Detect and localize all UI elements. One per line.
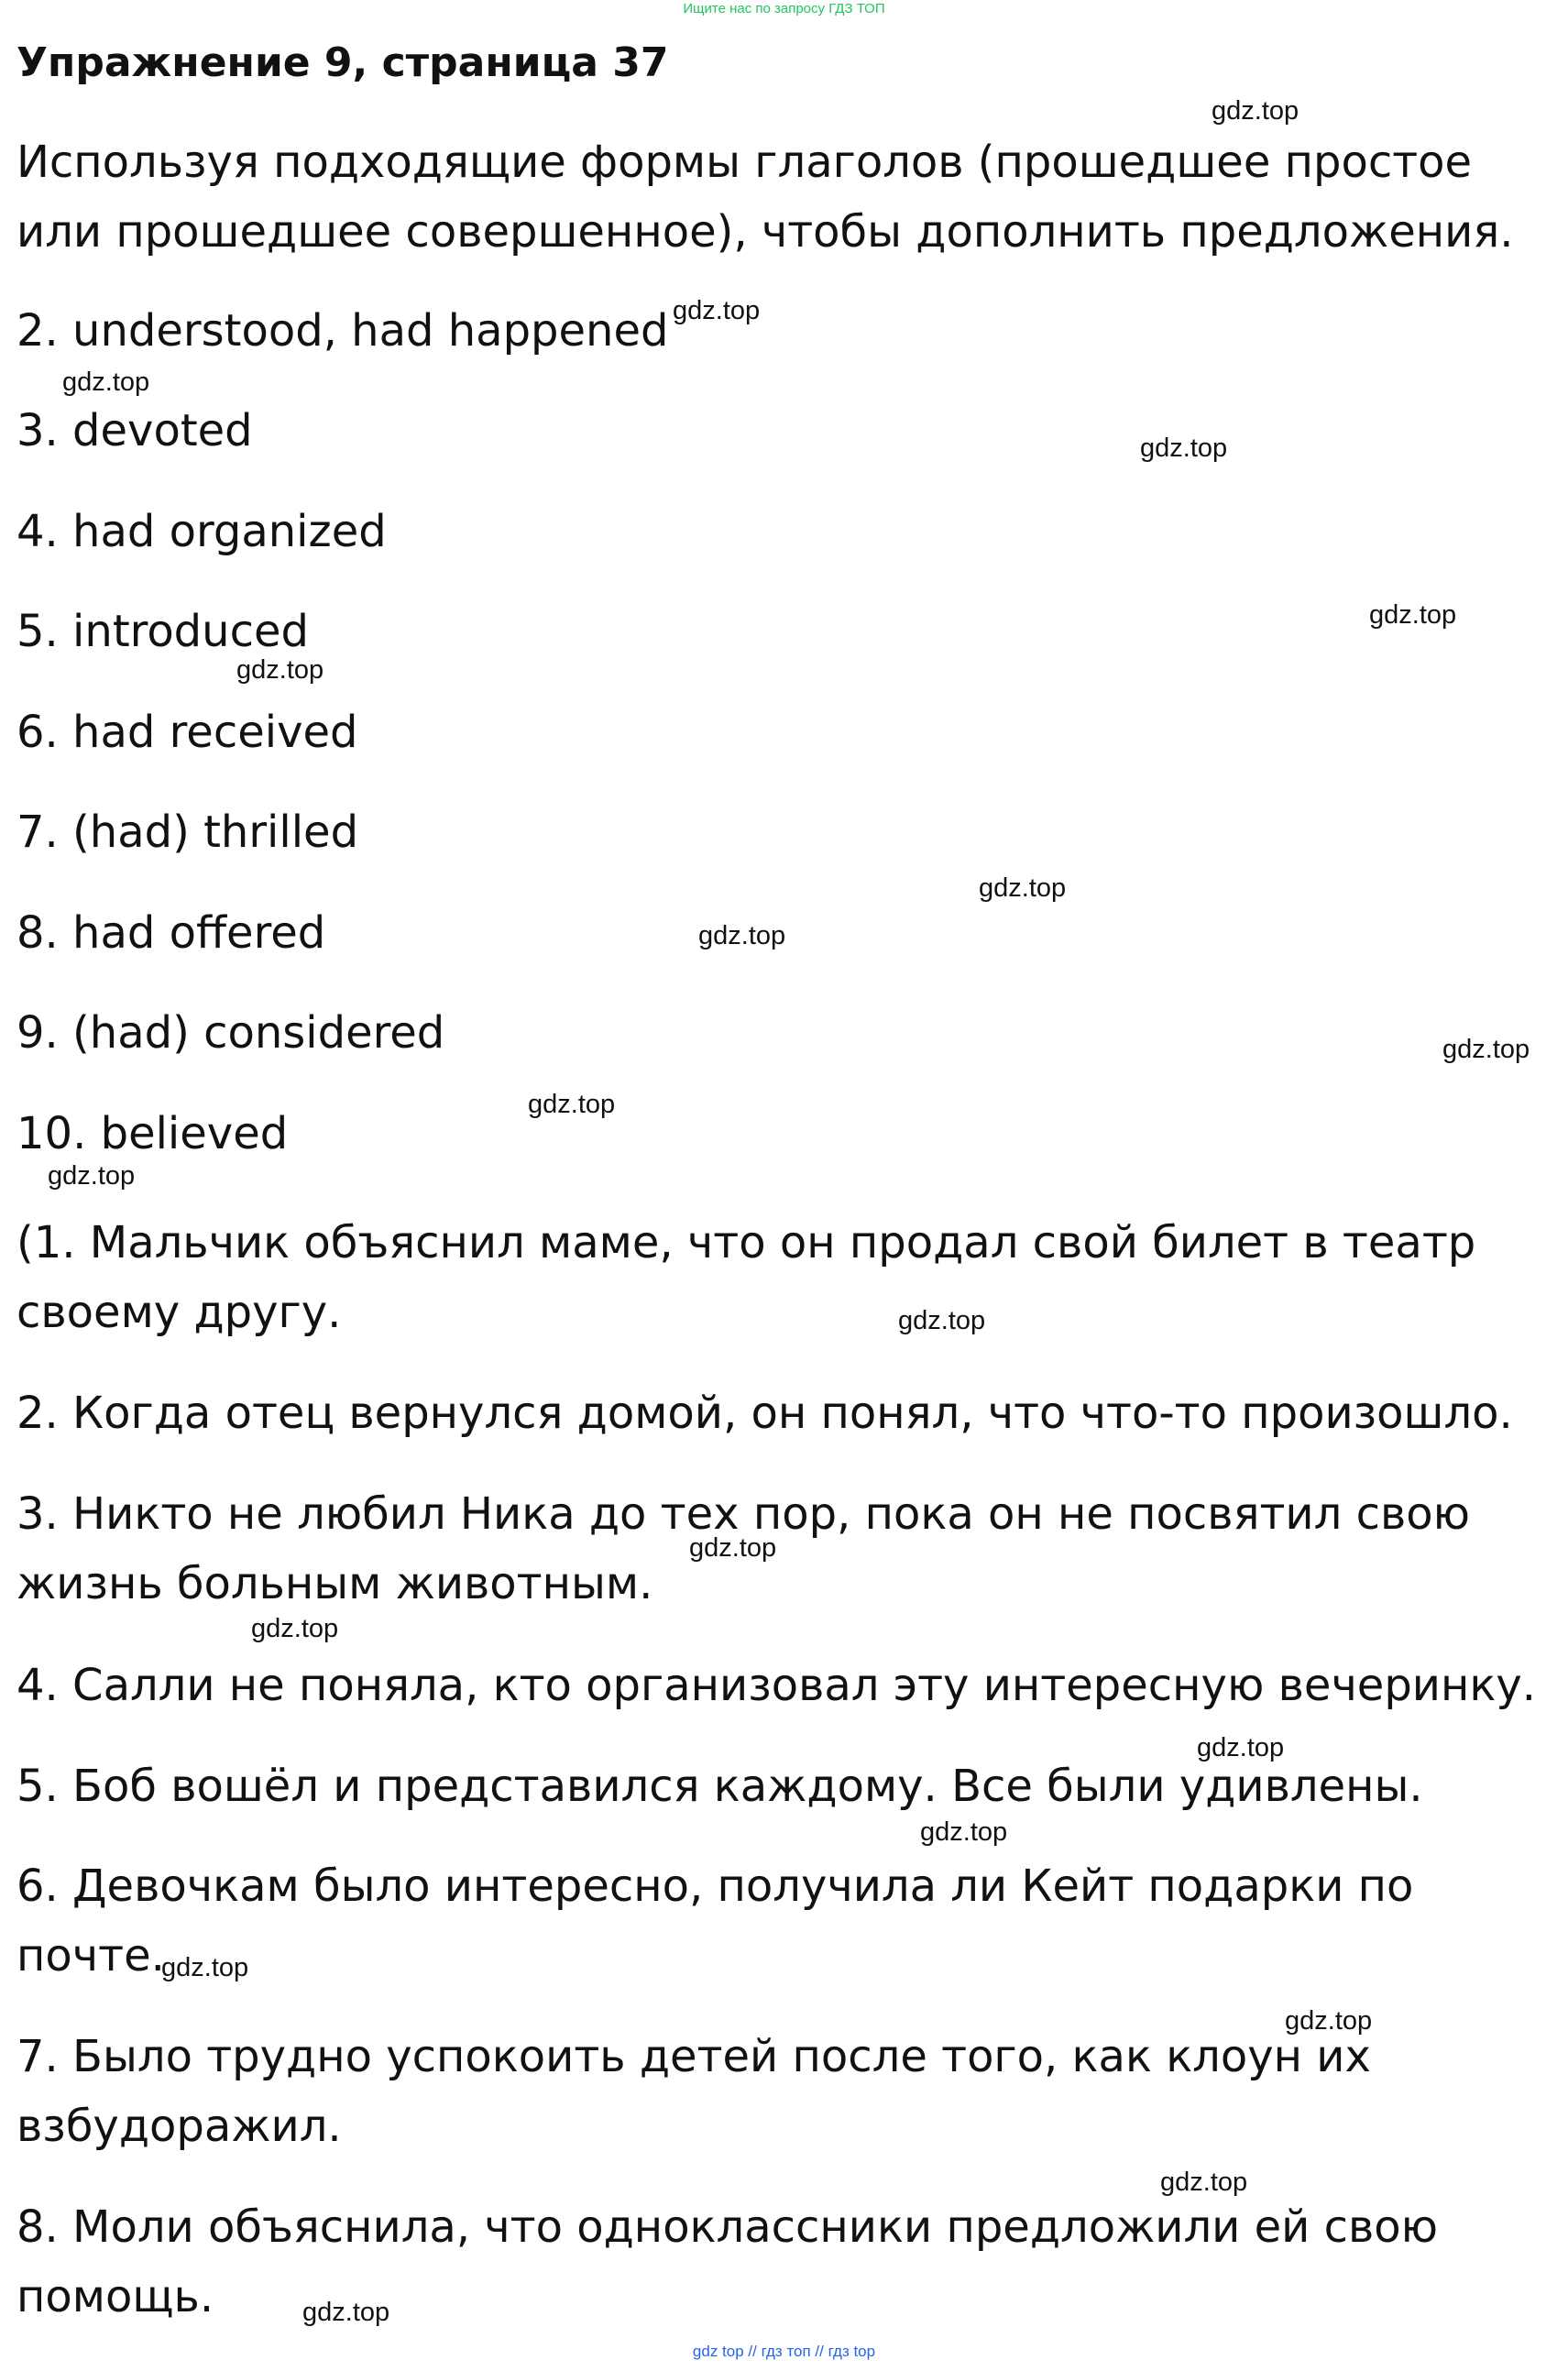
watermark: gdz.top [161, 1953, 249, 1982]
answer-10: 10. believed [16, 1108, 289, 1159]
watermark: gdz.top [48, 1161, 136, 1191]
answer-9: 9. (had) considered [16, 1007, 445, 1059]
watermark: gdz.top [1212, 96, 1299, 126]
instruction-line-2: или прошедшее совершенное), чтобы дополнить предложения. [16, 206, 1514, 258]
translation-6-line-1: 6. Девочкам было интересно, получила ли Кейт подарки по [16, 1861, 1414, 1912]
translation-4: 4. Салли не поняла, кто организовал эту интересную вечеринку. [16, 1660, 1537, 1711]
watermark: gdz.top [920, 1817, 1008, 1847]
watermark: gdz.top [528, 1090, 616, 1119]
watermark: gdz.top [1285, 2006, 1373, 2036]
translation-2: 2. Когда отец вернулся домой, он понял, что что-то произошло. [16, 1388, 1513, 1439]
watermark: gdz.top [673, 296, 761, 325]
answer-3: 3. devoted [16, 405, 253, 456]
answer-2: 2. understood, had happened [16, 305, 669, 357]
answer-6: 6. had received [16, 707, 358, 758]
translation-1-line-1: (1. Мальчик объяснил маме, что он продал свой билет в театр [16, 1217, 1476, 1268]
page-title: Упражнение 9, страница 37 [16, 39, 669, 86]
translation-7-line-2: взбудоражил. [16, 2101, 342, 2152]
watermark: gdz.top [1442, 1035, 1530, 1064]
watermark: gdz.top [1197, 1733, 1285, 1762]
translation-3-line-1: 3. Никто не любил Ника до тех пор, пока он не посвятил свою [16, 1488, 1471, 1540]
answer-4: 4. had organized [16, 506, 387, 557]
watermark: gdz.top [898, 1306, 986, 1335]
watermark: gdz.top [979, 873, 1067, 903]
watermark: gdz.top [236, 655, 324, 685]
translation-8-line-2: помощь. [16, 2271, 214, 2322]
answer-7: 7. (had) thrilled [16, 807, 359, 858]
watermark: gdz.top [698, 921, 786, 950]
watermark: gdz.top [689, 1533, 777, 1563]
watermark: gdz.top [302, 2298, 390, 2327]
translation-3-line-2: жизнь больным животным. [16, 1558, 653, 1609]
translation-5: 5. Боб вошёл и представился каждому. Все были удивлены. [16, 1761, 1423, 1812]
answer-8: 8. had offered [16, 907, 326, 959]
answer-5: 5. introduced [16, 606, 309, 657]
watermark: gdz.top [1160, 2168, 1248, 2197]
translation-1-line-2: своему другу. [16, 1287, 342, 1338]
watermark: gdz.top [1140, 434, 1228, 463]
bottom-site-links[interactable]: gdz top // гдз топ // гдз top [692, 2343, 876, 2360]
translation-6-line-2: почте. [16, 1930, 165, 1981]
instruction-line-1: Используя подходящие формы глаголов (прошедшее простое [16, 137, 1473, 188]
translation-7-line-1: 7. Было трудно успокоить детей после того, как клоун их [16, 2031, 1371, 2082]
translation-8-line-1: 8. Моли объяснила, что одноклассники предложили ей свою [16, 2201, 1439, 2253]
watermark: gdz.top [1369, 600, 1457, 630]
watermark: gdz.top [251, 1614, 339, 1643]
watermark: gdz.top [62, 368, 150, 397]
top-search-link[interactable]: Ищите нас по запросу ГДЗ ТОП [683, 1, 885, 16]
